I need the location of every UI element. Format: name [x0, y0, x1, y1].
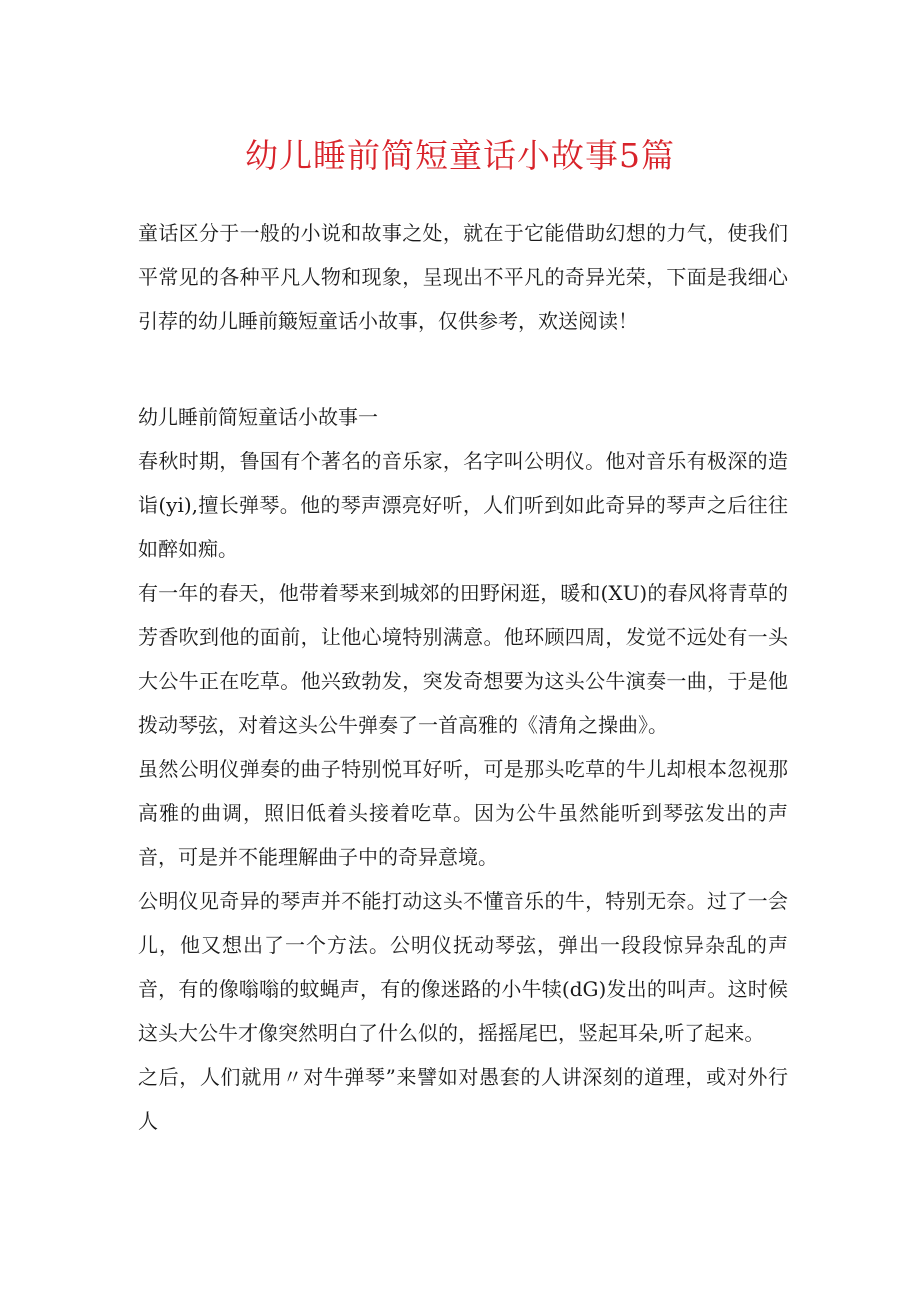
body-paragraph-2: 有一年的春天，他带着琴来到城郊的田野闲逛，暖和(XU)的春风将青草的芳香吹到他的面前，让他心境特别满意。他环顾四周，发觉不远处有一头大公牛正在吃草。他兴致勃发，突发奇想要为这头公牛演奏一曲，于是他拨动琴弦，对着这头公牛弹奏了一首高雅的《清角之操曲》。	[138, 581, 788, 737]
intro-paragraph: 童话区分于一般的小说和故事之处，就在于它能借助幻想的力气，使我们平常见的各种平凡人物和现象，呈现出不平凡的奇异光荣，下面是我细心引荐的幼儿睡前簸短童话小故事，仅供参考，欢送阅读！	[138, 221, 788, 333]
body-paragraph-3: 虽然公明仪弹奏的曲子特别悦耳好听，可是那头吃草的牛儿却根本忽视那高雅的曲调，照旧低着头接着吃草。因为公牛虽然能听到琴弦发出的声音，可是并不能理解曲子中的奇异意境。	[138, 757, 788, 869]
body-paragraph-5: 之后，人们就用〃对牛弹琴”来譬如对愚套的人讲深刻的道理，或对外行人	[138, 1065, 788, 1133]
document-title: 幼儿睡前简短童话小故事5篇	[245, 136, 675, 175]
document-body	[138, 211, 788, 1143]
body-paragraph-1: 春秋时期，鲁国有个著名的音乐家，名字叫公明仪。他对音乐有极深的造诣(yi),擅长弹琴。他的琴声漂亮好听，人们听到如此奇异的琴声之后往往如醉如痴。	[138, 449, 788, 561]
body-paragraph-4: 公明仪见奇异的琴声并不能打动这头不懂音乐的牛，特别无奈。过了一会儿，他又想出了一个方法。公明仪抚动琴弦，弹出一段段惊异杂乱的声音，有的像嗡嗡的蚊蝇声，有的像迷路的小牛犊(dG)发出的叫声。这时候这头大公牛才像突然明白了什么似的，摇摇尾巴，竖起耳朵,听了起来。	[138, 889, 788, 1045]
section-heading: 幼儿睡前简短童话小故事一	[138, 405, 378, 429]
